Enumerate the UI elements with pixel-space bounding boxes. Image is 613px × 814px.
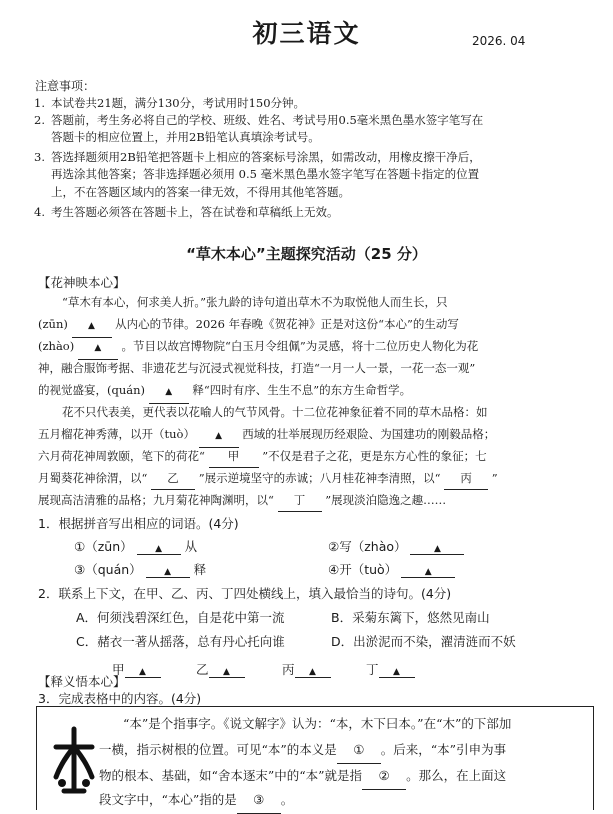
q1-item-2: ②写（zhào） ▲ [328,537,464,555]
ancient-ben-character-icon [52,725,96,797]
q2-fill-bing: 丙 ▲ [282,660,331,678]
page-title: 初三语文 [252,19,361,48]
passage-line-3: (zhào) ▲ 。节目以故宫博物院“白玉月令组佩”为灵感，将十二位历史人物化为花 [38,336,594,360]
answer-blank[interactable]: ▲ [379,662,415,678]
passage-line-5: 的视觉盛宴，(quán) ▲ 释“四时有序、生生不息”的东方生命哲学。 [38,380,594,404]
part1-heading: 【花神映本心】 [38,275,126,290]
passage-line-4: 神，融合服饰考据、非遗花艺与沉浸式视觉科技，打造“一月一人一景，一花一态一观” [38,361,476,375]
box-line-3: 物的根本、基础，如“舍本逐末”中的“本”就是指 ② 。那么，在上面这 [99,763,589,790]
passage-line-10: 展现高洁清雅的品格；九月菊花神陶渊明，以“ 丁 ”展现淡泊隐逸之趣…… [38,490,594,512]
answer-blank[interactable]: ▲ [209,662,245,678]
q1-prompt: 1．根据拼音写出相应的词语。(4分) [38,516,239,531]
q2-option-a: A．何须浅碧深红色，自是花中第一流 [76,610,285,625]
box-line-1: “本”是个指事字。《说文解字》认为：“本，木下曰本。”在“木”的下部加 [123,716,512,731]
blank-jia[interactable]: 甲 [209,446,259,468]
passage-line-8: 六月荷花神周敦颐，笔下的荷花“ 甲 ”不仅是君子之花，更是东方心性的象征；七 [38,446,594,468]
answer-blank[interactable]: ▲ [125,662,161,678]
answer-blank-1[interactable]: ① [337,737,381,764]
passage-line-1: “草木有本心，何求美人折。”张九龄的诗句道出草木不为取悦他人而生长，只 [62,295,448,309]
q1-item-3: ③（quán） ▲ 释 [74,562,207,577]
answer-blank[interactable]: ▲ [410,539,464,555]
q2-option-b: B．采菊东篱下，悠然见南山 [331,610,490,625]
answer-blank-3[interactable]: ③ [237,787,281,814]
q3-prompt: 3．完成表格中的内容。(4分) [38,691,202,706]
part2-heading: 【释义悟本心】 [38,674,126,689]
passage-line-2: (zūn) ▲ 从内心的节律。2026 年春晚《贺花神》正是对这份“本心”的生动写 [38,314,594,338]
q2-fill-jia: 甲 ▲ [112,660,161,678]
answer-blank[interactable]: ▲ [137,539,181,555]
q1-item-4: ④开（tuò） ▲ [328,560,455,578]
answer-blank[interactable]: ▲ [295,662,331,678]
explanation-box [36,706,594,810]
answer-blank[interactable]: ▲ [199,424,239,448]
blank-yi[interactable]: 乙 [151,468,195,490]
box-line-4: 段文字中，“本心”指的是 ③ 。 [99,787,589,814]
q1-item-1: ①（zūn） ▲ 从 [74,539,198,554]
q2-option-d: D．出淤泥而不染，濯清涟而不妖 [331,634,516,649]
blank-bing[interactable]: 丙 [444,468,488,490]
answer-blank-2[interactable]: ② [362,763,406,790]
blank-ding[interactable]: 丁 [278,490,322,512]
notes-heading: 注意事项： [35,79,96,93]
answer-blank[interactable]: ▲ [401,562,455,578]
answer-blank[interactable]: ▲ [72,314,112,338]
answer-blank[interactable]: ▲ [78,336,118,360]
exam-date: 2026. 04 [472,34,526,48]
passage-line-7: 五月榴花神秀薄，以开（tuò） ▲ 西域的壮举展现历经艰险、为国建功的刚毅品格； [38,424,594,448]
passage-line-6: 花不只代表美，更代表以花喻人的气节风骨。十二位花神象征着不同的草木品格：如 [62,405,488,419]
q2-prompt: 2．联系上下文，在甲、乙、丙、丁四处横线上，填入最恰当的诗句。(4分) [38,586,452,601]
passage-line-9: 月蜀葵花神徐渭，以“ 乙 ”展示逆境坚守的赤诚；八月桂花神李清照，以“ 丙 ” [38,468,594,490]
answer-blank[interactable]: ▲ [149,380,189,404]
section-title: “草木本心”主题探究活动（25 分） [186,245,427,263]
box-line-2: 一横，指示树根的位置。可见“本”的本义是 ① 。后来，“本”引申为事 [99,737,589,764]
q2-fill-ding: 丁 ▲ [366,660,415,678]
q2-fill-yi: 乙 ▲ [196,660,245,678]
answer-blank[interactable]: ▲ [146,562,190,578]
q2-option-c: C．赭衣一著从摇落，总有丹心托向谁 [76,634,285,649]
